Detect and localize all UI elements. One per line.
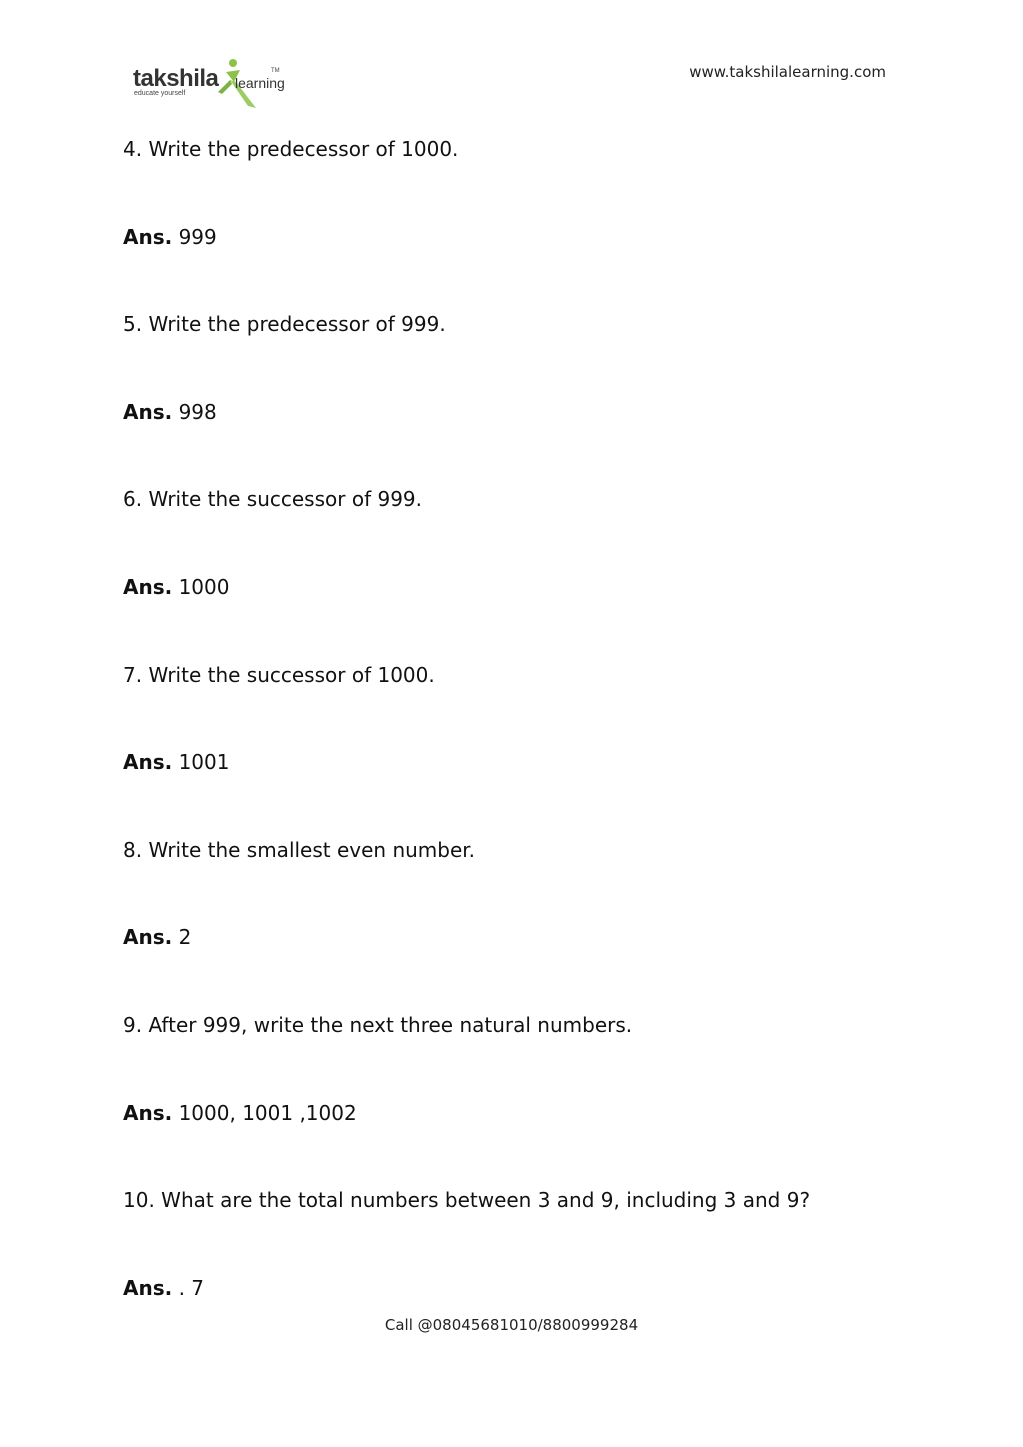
logo-text-learning: learning <box>235 75 285 91</box>
takshila-learning-logo <box>130 56 290 112</box>
question-4: 4. Write the predecessor of 1000. <box>123 137 459 161</box>
question-9: 9. After 999, write the next three natural numbers. <box>123 1012 633 1037</box>
contact-phone: Call @08045681010/8800999284 <box>384 1316 639 1334</box>
answer-4 <box>123 224 903 312</box>
answer-value: 1000, 1001 ,1002 <box>172 1100 357 1125</box>
question-10: 10. What are the total numbers between 3 and 9, including 3 and 9? <box>123 1188 811 1213</box>
logo-text-takshila: takshila <box>133 65 219 92</box>
question-5: 5. Write the predecessor of 999. <box>123 312 446 337</box>
question-6: 6. Write the successor of 999. <box>123 487 422 512</box>
answer-label: Ans. <box>123 1100 173 1125</box>
answer-5 <box>123 399 903 487</box>
question-8: 8. Write the smallest even number. <box>123 837 476 862</box>
logo-tagline: educate yourself <box>134 90 186 97</box>
logo-trademark: TM <box>271 68 280 74</box>
page-footer <box>0 1316 1023 1334</box>
answer-value: 998 <box>172 399 217 424</box>
answer-label: Ans. <box>123 925 173 950</box>
answer-value: 1001 <box>172 750 230 775</box>
question-answer-list <box>123 136 903 1362</box>
answer-value: 1000 <box>172 574 230 599</box>
answer-label: Ans. <box>123 1275 173 1300</box>
answer-label: Ans. <box>123 750 173 775</box>
answer-6 <box>123 574 903 662</box>
question-7: 7. Write the successor of 1000. <box>123 662 435 687</box>
answer-label: Ans. <box>123 224 173 249</box>
answer-value: 999 <box>172 224 217 249</box>
answer-9 <box>123 1100 903 1188</box>
answer-7 <box>123 749 903 837</box>
answer-label: Ans. <box>123 574 173 599</box>
answer-label: Ans. <box>123 399 173 424</box>
answer-value: 2 <box>172 925 192 950</box>
answer-8 <box>123 924 903 1012</box>
site-url[interactable]: www.takshilalearning.com <box>689 63 886 81</box>
answer-value: . 7 <box>172 1275 205 1300</box>
page-header <box>0 0 1023 120</box>
